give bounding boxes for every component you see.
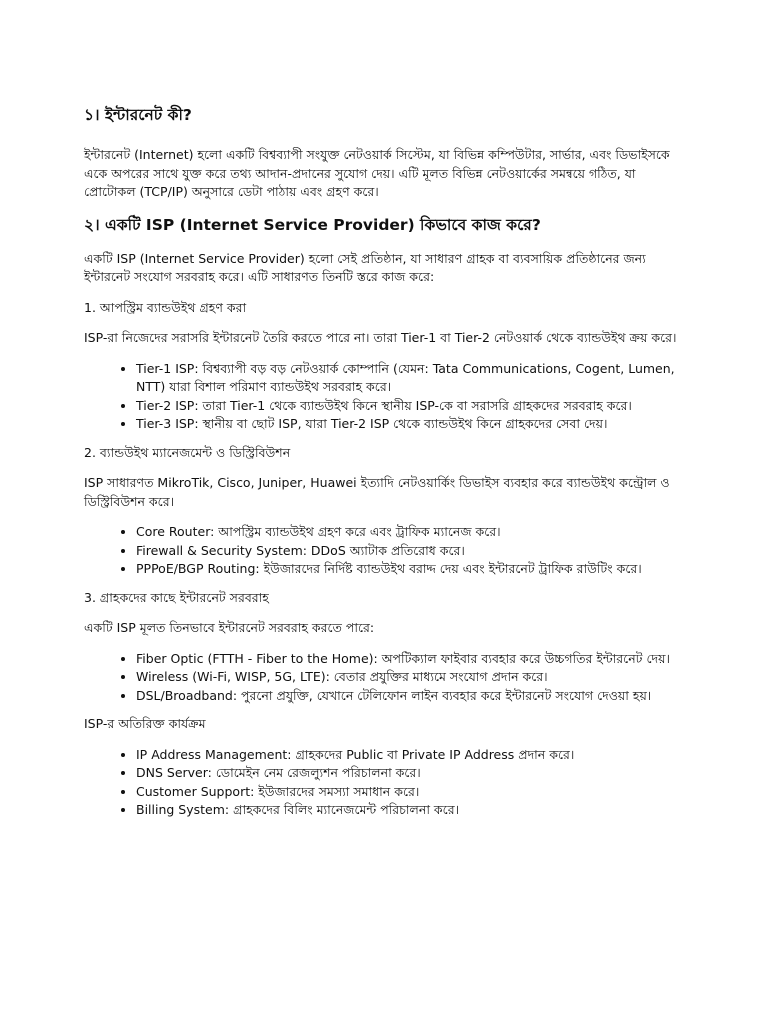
step-3-list xyxy=(84,650,684,706)
list-item: • PPPoE/BGP Routing: ইউজারদের নির্দিষ্ট ব্যান্ডউইথ বরাদ্দ দেয় এবং ইন্টারনেট ট্রাফিক রাউটিং করে। xyxy=(136,560,684,579)
step-1-body: ISP-রা নিজেদের সরাসরি ইন্টারনেট তৈরি করতে পারে না। তারা Tier-1 বা Tier-2 নেটওয়ার্ক থেকে ব্যান্ডউইথ ক্রয় করে। xyxy=(84,330,677,345)
list-item: • Customer Support: ইউজারদের সমস্যা সমাধান করে। xyxy=(136,783,684,802)
step-2-heading: 2. ব্যান্ডউইথ ম্যানেজমেন্ট ও ডিস্ট্রিবিউশন xyxy=(84,444,291,460)
section-2-heading: ২। একটি ISP (Internet Service Provider) কিভাবে কাজ করে? xyxy=(84,215,541,234)
section-2-body: একটি ISP (Internet Service Provider) হলো সেই প্রতিষ্ঠান, যা সাধারণ গ্রাহক বা ব্যবসায়িক প্রতিষ্ঠানের জন্য ইন্টারনেট সংযোগ সরবরাহ করে। এটি সাধারণত তিনটি স্তরে কাজ করে: xyxy=(84,250,646,284)
extra-activities-list xyxy=(84,746,684,820)
step-3-heading: 3. গ্রাহকদের কাছে ইন্টারনেট সরবরাহ xyxy=(84,589,269,605)
list-item: • IP Address Management: গ্রাহকদের Public বা Private IP Address প্রদান করে। xyxy=(136,746,684,765)
step-3-body: একটি ISP মূলত তিনভাবে ইন্টারনেট সরবরাহ করতে পারে: xyxy=(84,620,375,635)
list-item: • DSL/Broadband: পুরনো প্রযুক্তি, যেখানে টেলিফোন লাইন ব্যবহার করে ইন্টারনেট সংযোগ দেওয়া হয়। xyxy=(136,687,684,706)
step-2-body: ISP সাধারণত MikroTik, Cisco, Juniper, Huawei ইত্যাদি নেটওয়ার্কিং ডিভাইস ব্যবহার করে ব্যান্ডউইথ কন্ট্রোল ও ডিস্ট্রিবিউশন করে। xyxy=(84,475,670,509)
list-item: • Tier-3 ISP: স্থানীয় বা ছোট ISP, যারা Tier-2 ISP থেকে ব্যান্ডউইথ কিনে গ্রাহকদের সেবা দেয়। xyxy=(136,415,684,434)
section-1-body: ইন্টারনেট (Internet) হলো একটি বিশ্বব্যাপী সংযুক্ত নেটওয়ার্ক সিস্টেম, যা বিভিন্ন কম্পিউটার, সার্ভার, এবং ডিভাইসকে একে অপরের সাথে যুক্ত করে তথ্য আদান-প্রদানের সুযোগ দেয়। এটি মূলত বিভিন্ন নেটওয়ার্কের সমন্বয়ে গঠিত, যা প্রোটোকল (TCP/IP) অনুসারে ডেটা পাঠায় এবং গ্রহণ করে। xyxy=(84,147,670,199)
extra-activities-heading: ISP-র অতিরিক্ত কার্যক্রম xyxy=(84,716,206,731)
list-item: • Wireless (Wi-Fi, WISP, 5G, LTE): বেতার প্রযুক্তির মাধ্যমে সংযোগ প্রদান করে। xyxy=(136,668,684,687)
list-item: • DNS Server: ডোমেইন নেম রেজল্যুশন পরিচালনা করে। xyxy=(136,764,684,783)
list-item: • Tier-2 ISP: তারা Tier-1 থেকে ব্যান্ডউইথ কিনে স্থানীয় ISP-কে বা সরাসরি গ্রাহকদের সরবরাহ করে। xyxy=(136,397,684,416)
list-item: • Fiber Optic (FTTH - Fiber to the Home): অপটিক্যাল ফাইবার ব্যবহার করে উচ্চগতির ইন্টারনেট দেয়। xyxy=(136,650,684,669)
step-1-list xyxy=(84,360,684,434)
step-1-heading: 1. আপস্ট্রিম ব্যান্ডউইথ গ্রহণ করা xyxy=(84,299,247,315)
list-item: • Core Router: আপস্ট্রিম ব্যান্ডউইথ গ্রহণ করে এবং ট্রাফিক ম্যানেজ করে। xyxy=(136,523,684,542)
document-content xyxy=(84,104,684,830)
list-item: • Firewall & Security System: DDoS অ্যাটাক প্রতিরোধ করে। xyxy=(136,542,684,561)
list-item: • Billing System: গ্রাহকদের বিলিং ম্যানেজমেন্ট পরিচালনা করে। xyxy=(136,801,684,820)
step-2-list xyxy=(84,523,684,579)
list-item: • Tier-1 ISP: বিশ্বব্যাপী বড় বড় নেটওয়ার্ক কোম্পানি (যেমন: Tata Communications, Cogent, Lumen, NTT) যারা বিশাল পরিমাণ ব্যান্ডউইথ সরবরাহ করে। xyxy=(136,360,684,397)
section-1-heading: ১। ইন্টারনেট কী? xyxy=(84,106,192,124)
